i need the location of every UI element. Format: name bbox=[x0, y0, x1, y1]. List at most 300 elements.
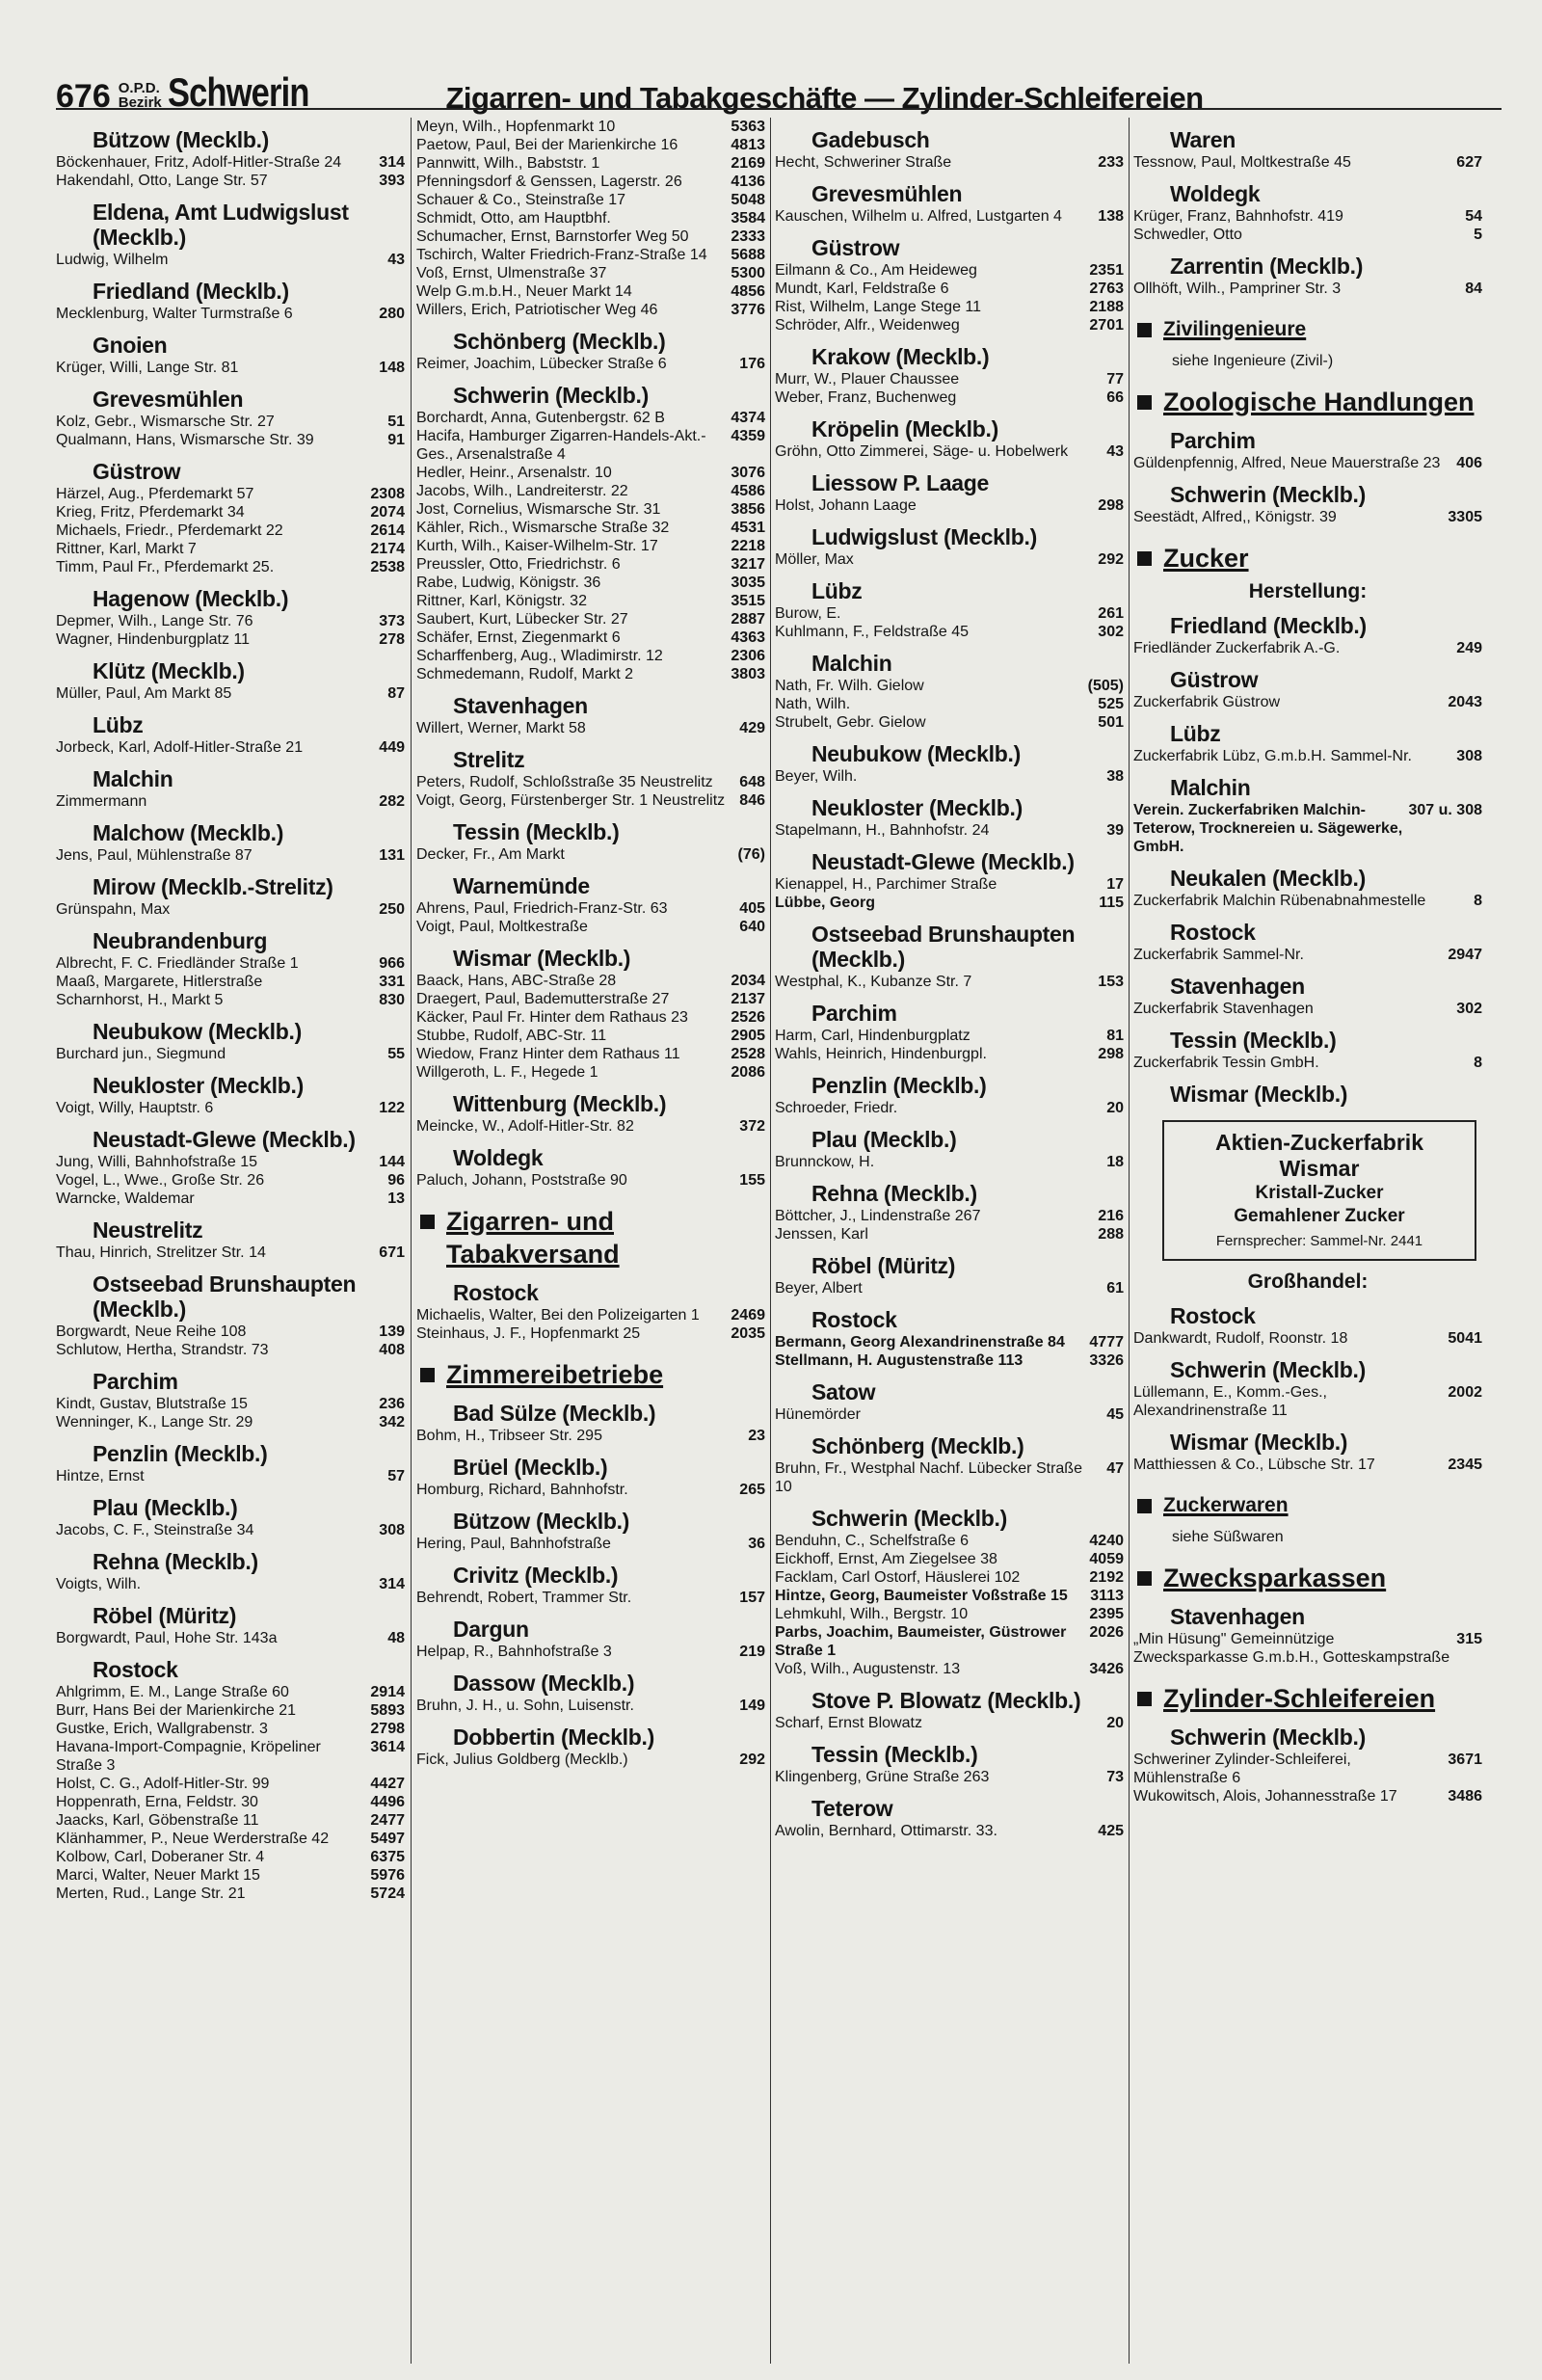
listing-entry bbox=[1133, 280, 1482, 298]
entry-name: Tschirch, Walter Friedrich-Franz-Straße 14 bbox=[416, 247, 707, 263]
entry-name: Jung, Willi, Bahnhofstraße 15 bbox=[56, 1154, 257, 1170]
phone-number: 149 bbox=[739, 1698, 765, 1714]
phone-number: 648 bbox=[739, 774, 765, 790]
listing-entry bbox=[416, 482, 765, 500]
entry-name: Rittner, Karl, Königstr. 32 bbox=[416, 593, 587, 609]
phone-number: 6375 bbox=[370, 1849, 405, 1865]
locality-heading: Malchin bbox=[811, 651, 892, 676]
entry-name: Klänhammer, P., Neue Werderstraße 42 bbox=[56, 1831, 330, 1847]
listing-entry bbox=[56, 1171, 405, 1190]
phone-number: 54 bbox=[1465, 208, 1482, 225]
listing-entry bbox=[775, 1405, 1124, 1424]
locality-heading: Schwerin (Mecklb.) bbox=[1170, 1725, 1366, 1750]
locality-heading: Gnoien bbox=[93, 333, 168, 358]
entry-name: Lehmkuhl, Wilh., Bergstr. 10 bbox=[775, 1606, 969, 1622]
entry-name: Depmer, Wilh., Lange Str. 76 bbox=[56, 613, 253, 629]
listing-entry bbox=[775, 1207, 1124, 1225]
locality-heading: Lübz bbox=[811, 578, 863, 603]
section-heading bbox=[1133, 1489, 1482, 1522]
entry-name: Gustke, Erich, Wallgrabenstr. 3 bbox=[56, 1721, 268, 1737]
phone-number: 2192 bbox=[1089, 1569, 1124, 1586]
listing-entry bbox=[56, 1885, 405, 1903]
entry-name: Harm, Carl, Hindenburgplatz bbox=[775, 1028, 970, 1044]
entry-name: Lübbe, Georg bbox=[775, 895, 875, 911]
listing-entry bbox=[416, 1045, 765, 1063]
phone-number: 5 bbox=[1474, 227, 1482, 243]
listing-entry bbox=[1133, 508, 1482, 526]
listing-entry bbox=[56, 1811, 405, 1830]
phone-number: 265 bbox=[739, 1482, 765, 1498]
phone-number: 2526 bbox=[731, 1009, 765, 1026]
listing-entry bbox=[775, 280, 1124, 298]
entry-name: Schwedler, Otto bbox=[1133, 227, 1242, 243]
column-divider bbox=[1129, 118, 1130, 2364]
phone-number: 2395 bbox=[1089, 1606, 1124, 1622]
entry-name: Willert, Werner, Markt 58 bbox=[416, 720, 586, 736]
listing-entry bbox=[56, 1683, 405, 1701]
phone-number: 4059 bbox=[1089, 1551, 1124, 1567]
phone-number: 48 bbox=[387, 1630, 405, 1646]
phone-number: 2477 bbox=[370, 1812, 405, 1829]
locality-heading: Satow bbox=[811, 1379, 876, 1404]
phone-number: 155 bbox=[739, 1172, 765, 1189]
entry-name: Kindt, Gustav, Blutstraße 15 bbox=[56, 1396, 248, 1412]
entry-name: Zimmermann bbox=[56, 793, 147, 810]
phone-number: 3326 bbox=[1089, 1352, 1124, 1369]
phone-number: 3856 bbox=[731, 501, 765, 518]
entry-name: Mecklenburg, Walter Turmstraße 6 bbox=[56, 306, 293, 322]
entry-name: Scharnhorst, H., Markt 5 bbox=[56, 992, 224, 1008]
column-3 bbox=[775, 118, 1124, 2364]
locality-heading: Neubukow (Mecklb.) bbox=[811, 741, 1021, 766]
entry-name: Decker, Fr., Am Markt bbox=[416, 846, 565, 863]
listing-entry bbox=[775, 1279, 1124, 1297]
locality-heading: Mirow (Mecklb.-Strelitz) bbox=[93, 874, 333, 899]
phone-number: 640 bbox=[739, 919, 765, 935]
phone-number: 57 bbox=[387, 1468, 405, 1484]
entry-name: Kienappel, H., Parchimer Straße bbox=[775, 876, 997, 893]
section-title: Zwecksparkassen bbox=[1163, 1564, 1387, 1592]
listing-entry bbox=[56, 172, 405, 190]
listing-entry bbox=[56, 153, 405, 172]
entry-name: Strubelt, Gebr. Gielow bbox=[775, 714, 926, 731]
listing-entry bbox=[1133, 1787, 1482, 1805]
entry-name: Güldenpfennig, Alfred, Neue Mauerstraße 23 bbox=[1133, 455, 1441, 471]
listing-entry bbox=[416, 427, 765, 464]
locality-heading: Dargun bbox=[453, 1617, 529, 1642]
locality-heading: Wismar (Mecklb.) bbox=[1170, 1082, 1348, 1107]
listing-entry bbox=[775, 261, 1124, 280]
phone-number: 5300 bbox=[731, 265, 765, 281]
phone-number: 671 bbox=[379, 1244, 405, 1261]
listing-entry bbox=[775, 1045, 1124, 1063]
entry-name: Matthiessen & Co., Lübsche Str. 17 bbox=[1133, 1457, 1375, 1473]
phone-number: 5497 bbox=[370, 1831, 405, 1847]
phone-number: 302 bbox=[1098, 624, 1124, 640]
phone-number: 38 bbox=[1106, 768, 1124, 785]
phone-number: 3035 bbox=[731, 575, 765, 591]
listing-entry bbox=[416, 301, 765, 319]
phone-number: 2188 bbox=[1089, 299, 1124, 315]
phone-number: 292 bbox=[1098, 551, 1124, 568]
phone-number: 87 bbox=[387, 685, 405, 702]
locality-heading: Schwerin (Mecklb.) bbox=[811, 1506, 1007, 1531]
locality-heading: Grevesmühlen bbox=[93, 387, 244, 412]
entry-name: Schumacher, Ernst, Barnstorfer Weg 50 bbox=[416, 228, 689, 245]
entry-name: Jens, Paul, Mühlenstraße 87 bbox=[56, 847, 253, 864]
listing-entry bbox=[1133, 1054, 1482, 1072]
entry-name: Wukowitsch, Alois, Johannesstraße 17 bbox=[1133, 1788, 1397, 1805]
phone-number: 302 bbox=[1456, 1001, 1482, 1017]
listing-entry bbox=[1133, 1000, 1482, 1018]
locality-heading: Schönberg (Mecklb.) bbox=[453, 329, 666, 354]
entry-name: Awolin, Bernhard, Ottimarstr. 33. bbox=[775, 1823, 997, 1839]
listing-entry bbox=[56, 413, 405, 431]
listing-entry bbox=[775, 1459, 1124, 1496]
listing-entry bbox=[416, 1063, 765, 1082]
locality-heading: Neukloster (Mecklb.) bbox=[811, 795, 1023, 820]
phone-number: 66 bbox=[1106, 389, 1124, 406]
listing-entry bbox=[1133, 1751, 1482, 1787]
locality-heading: Tessin (Mecklb.) bbox=[453, 819, 620, 844]
phone-number: 2538 bbox=[370, 559, 405, 575]
phone-number: 236 bbox=[379, 1396, 405, 1412]
listing-entry bbox=[416, 628, 765, 647]
listing-entry bbox=[775, 1714, 1124, 1732]
phone-number: 144 bbox=[379, 1154, 405, 1170]
entry-name: Voigt, Paul, Moltkestraße bbox=[416, 919, 588, 935]
listing-entry bbox=[416, 264, 765, 282]
phone-number: 3515 bbox=[731, 593, 765, 609]
listing-entry bbox=[416, 173, 765, 191]
phone-number: 405 bbox=[739, 900, 765, 917]
locality-heading: Parchim bbox=[93, 1369, 178, 1394]
listing-entry bbox=[1133, 1630, 1482, 1667]
phone-number: 131 bbox=[379, 847, 405, 864]
listing-entry bbox=[1133, 226, 1482, 244]
page-number: 676 bbox=[56, 78, 111, 115]
phone-number: 17 bbox=[1106, 876, 1124, 893]
locality-heading: Bützow (Mecklb.) bbox=[453, 1509, 630, 1534]
entry-name: Timm, Paul Fr., Pferdemarkt 25. bbox=[56, 559, 275, 575]
phone-number: 8 bbox=[1474, 1055, 1482, 1071]
entry-name: Wahls, Heinrich, Hindenburgpl. bbox=[775, 1046, 987, 1062]
phone-number: 51 bbox=[387, 414, 405, 430]
locality-heading: Waren bbox=[1170, 127, 1236, 152]
listing-entry bbox=[1133, 1329, 1482, 1348]
entry-name: Wenninger, K., Lange Str. 29 bbox=[56, 1414, 253, 1431]
listing-entry bbox=[56, 485, 405, 503]
phone-number: 288 bbox=[1098, 1226, 1124, 1243]
listing-entry bbox=[56, 431, 405, 449]
locality-heading: Neustrelitz bbox=[93, 1217, 203, 1243]
phone-number: 3776 bbox=[731, 302, 765, 318]
phone-number: 233 bbox=[1098, 154, 1124, 171]
page-header bbox=[56, 56, 1502, 116]
column-1 bbox=[56, 118, 405, 2364]
phone-number: 3803 bbox=[731, 666, 765, 682]
entry-name: Fick, Julius Goldberg (Mecklb.) bbox=[416, 1752, 628, 1768]
locality-heading: Schwerin (Mecklb.) bbox=[1170, 482, 1366, 507]
listing-entry bbox=[56, 1848, 405, 1866]
phone-number: 280 bbox=[379, 306, 405, 322]
entry-name: Kähler, Rich., Wismarsche Straße 32 bbox=[416, 520, 670, 536]
listing-entry bbox=[56, 251, 405, 269]
locality-heading: Neukalen (Mecklb.) bbox=[1170, 866, 1366, 891]
phone-number: 4586 bbox=[731, 483, 765, 499]
phone-number: 153 bbox=[1098, 974, 1124, 990]
listing-entry bbox=[416, 773, 765, 791]
entry-name: Jacobs, Wilh., Landreiterstr. 22 bbox=[416, 483, 628, 499]
entry-name: Borchardt, Anna, Gutenbergstr. 62 B bbox=[416, 410, 665, 426]
entry-name: Holst, C. G., Adolf-Hitler-Str. 99 bbox=[56, 1776, 270, 1792]
listing-entry bbox=[56, 1866, 405, 1885]
phone-number: 2218 bbox=[731, 538, 765, 554]
phone-number: 20 bbox=[1106, 1715, 1124, 1731]
phone-number: 4240 bbox=[1089, 1533, 1124, 1549]
entry-name: Böttcher, J., Lindenstraße 267 bbox=[775, 1208, 981, 1224]
phone-number: 5893 bbox=[370, 1702, 405, 1719]
listing-entry bbox=[775, 713, 1124, 732]
listing-entry bbox=[416, 899, 765, 918]
entry-name: Kuhlmann, F., Feldstraße 45 bbox=[775, 624, 969, 640]
listing-entry bbox=[56, 521, 405, 540]
phone-number: 2043 bbox=[1448, 694, 1482, 710]
listing-entry bbox=[56, 305, 405, 323]
locality-heading: Neubrandenburg bbox=[93, 928, 268, 953]
phone-number: 2002 bbox=[1448, 1384, 1482, 1401]
phone-number: 393 bbox=[379, 173, 405, 189]
listing-entry bbox=[56, 1830, 405, 1848]
phone-number: 2351 bbox=[1089, 262, 1124, 279]
phone-number: 314 bbox=[379, 154, 405, 171]
phone-number: 91 bbox=[387, 432, 405, 448]
phone-number: 373 bbox=[379, 613, 405, 629]
phone-number: (505) bbox=[1087, 678, 1124, 694]
entry-name: Borgwardt, Neue Reihe 108 bbox=[56, 1324, 247, 1340]
locality-heading: Lübz bbox=[1170, 721, 1221, 746]
entry-name: Jaacks, Karl, Göbenstraße 11 bbox=[56, 1812, 259, 1829]
locality-heading: Woldegk bbox=[453, 1145, 544, 1170]
listing-entry bbox=[775, 316, 1124, 334]
phone-number: 501 bbox=[1098, 714, 1124, 731]
entry-name: Kolz, Gebr., Wismarsche Str. 27 bbox=[56, 414, 275, 430]
opd-abbrev: O.P.D. bbox=[118, 80, 160, 96]
phone-number: 43 bbox=[1106, 443, 1124, 460]
locality-heading: Warnemünde bbox=[453, 873, 590, 898]
locality-heading: Güstrow bbox=[93, 459, 181, 484]
locality-heading: Dobbertin (Mecklb.) bbox=[453, 1725, 654, 1750]
listing-entry bbox=[775, 298, 1124, 316]
phone-number: 331 bbox=[379, 974, 405, 990]
phone-number: 2763 bbox=[1089, 281, 1124, 297]
square-bullet-icon bbox=[420, 1368, 435, 1382]
subsection-heading: Herstellung: bbox=[1248, 580, 1368, 602]
locality-heading: Neustadt-Glewe (Mecklb.) bbox=[93, 1127, 356, 1152]
listing-entry bbox=[416, 1643, 765, 1661]
listing-entry bbox=[56, 1413, 405, 1431]
locality-heading: Neubukow (Mecklb.) bbox=[93, 1019, 302, 1044]
listing-entry bbox=[416, 972, 765, 990]
locality-heading: Klütz (Mecklb.) bbox=[93, 658, 245, 683]
entry-name: Schmidt, Otto, am Hauptbhf. bbox=[416, 210, 611, 227]
entry-name: Warncke, Waldemar bbox=[56, 1190, 195, 1207]
phone-number: 315 bbox=[1456, 1631, 1482, 1647]
entry-name: Voigts, Wilh. bbox=[56, 1576, 142, 1592]
locality-heading: Strelitz bbox=[453, 747, 525, 772]
locality-heading: Stavenhagen bbox=[453, 693, 588, 718]
entry-name: Voß, Ernst, Ulmenstraße 37 bbox=[416, 265, 607, 281]
square-bullet-icon bbox=[1137, 323, 1152, 337]
listing-entry bbox=[416, 246, 765, 264]
locality-heading: Rehna (Mecklb.) bbox=[93, 1549, 258, 1574]
locality-heading: Dassow (Mecklb.) bbox=[453, 1671, 635, 1696]
phone-number: 449 bbox=[379, 739, 405, 756]
phone-number: 2137 bbox=[731, 991, 765, 1007]
listing-entry bbox=[416, 610, 765, 628]
listing-entry bbox=[416, 990, 765, 1008]
phone-number: 4136 bbox=[731, 174, 765, 190]
listing-entry bbox=[1133, 747, 1482, 765]
column-4 bbox=[1133, 118, 1482, 2364]
listing-entry bbox=[1133, 207, 1482, 226]
listing-entry bbox=[416, 537, 765, 555]
phone-number: 4531 bbox=[731, 520, 765, 536]
listing-entry bbox=[775, 1587, 1124, 1605]
locality-heading: Tessin (Mecklb.) bbox=[811, 1742, 978, 1767]
entry-name: Holst, Johann Laage bbox=[775, 497, 917, 514]
listing-entry bbox=[775, 1351, 1124, 1370]
listing-entry bbox=[56, 1521, 405, 1539]
entry-name: Voß, Wilh., Augustenstr. 13 bbox=[775, 1661, 961, 1677]
phone-number: 308 bbox=[379, 1522, 405, 1538]
ad-phone: Fernsprecher: Sammel-Nr. 2441 bbox=[1215, 1233, 1423, 1249]
phone-number: 148 bbox=[379, 360, 405, 376]
phone-number: 5363 bbox=[731, 119, 765, 135]
entry-name: Kauschen, Wilhelm u. Alfred, Lustgarten 4 bbox=[775, 208, 1062, 225]
listing-entry bbox=[56, 991, 405, 1009]
locality-heading: Parchim bbox=[1170, 428, 1256, 453]
entry-name: Burchard jun., Siegmund bbox=[56, 1046, 226, 1062]
phone-number: 2306 bbox=[731, 648, 765, 664]
listing-entry bbox=[416, 1697, 765, 1715]
listing-entry bbox=[1133, 153, 1482, 172]
phone-number: 2345 bbox=[1448, 1457, 1482, 1473]
phone-number: 55 bbox=[387, 1046, 405, 1062]
phone-number: 3584 bbox=[731, 210, 765, 227]
entry-name: Bruhn, J. H., u. Sohn, Luisenstr. bbox=[416, 1698, 634, 1714]
phone-number: 2174 bbox=[370, 541, 405, 557]
phone-number: 5688 bbox=[731, 247, 765, 263]
locality-heading: Malchin bbox=[93, 766, 173, 791]
phone-number: 308 bbox=[1456, 748, 1482, 764]
cross-reference: siehe Süßwaren bbox=[1172, 1529, 1284, 1545]
listing-entry bbox=[416, 1324, 765, 1343]
entry-name: Hedler, Heinr., Arsenalstr. 10 bbox=[416, 465, 612, 481]
entry-name: Qualmann, Hans, Wismarsche Str. 39 bbox=[56, 432, 314, 448]
listing-entry bbox=[416, 719, 765, 737]
phone-number: 3113 bbox=[1090, 1588, 1124, 1604]
phone-number: 429 bbox=[739, 720, 765, 736]
locality-heading: Liessow P. Laage bbox=[811, 470, 989, 495]
locality-heading: Stavenhagen bbox=[1170, 974, 1305, 999]
locality-heading: Grevesmühlen bbox=[811, 181, 963, 206]
entry-name: Verein. Zuckerfabriken Malchin-Teterow, Trocknereien u. Sägewerke, GmbH. bbox=[1133, 802, 1403, 855]
entry-name: Käcker, Paul Fr. Hinter dem Rathaus 23 bbox=[416, 1009, 688, 1026]
listing-entry bbox=[56, 973, 405, 991]
phone-number: 3217 bbox=[731, 556, 765, 573]
entry-name: Schäfer, Ernst, Ziegenmarkt 6 bbox=[416, 629, 621, 646]
entry-name: Vogel, L., Wwe., Große Str. 26 bbox=[56, 1172, 265, 1189]
listing-entry bbox=[416, 209, 765, 227]
listing-entry bbox=[56, 1575, 405, 1593]
phone-number: 81 bbox=[1106, 1028, 1124, 1044]
listing-entry bbox=[416, 918, 765, 936]
listing-entry bbox=[56, 540, 405, 558]
phone-number: 2034 bbox=[731, 973, 765, 989]
entry-name: Scharf, Ernst Blowatz bbox=[775, 1715, 922, 1731]
phone-number: 2169 bbox=[731, 155, 765, 172]
section-title: Zylinder-Schleifereien bbox=[1163, 1684, 1436, 1713]
ad-product: Gemahlener Zucker bbox=[1234, 1206, 1405, 1226]
locality-heading: Friedland (Mecklb.) bbox=[93, 279, 289, 304]
locality-heading: Bad Sülze (Mecklb.) bbox=[453, 1401, 656, 1426]
listing-entry bbox=[775, 894, 1124, 912]
listing-entry bbox=[775, 875, 1124, 894]
locality-heading: Malchow (Mecklb.) bbox=[93, 820, 284, 845]
listing-entry bbox=[775, 442, 1124, 461]
phone-number: 282 bbox=[379, 793, 405, 810]
phone-number: 84 bbox=[1465, 281, 1482, 297]
listing-entry bbox=[416, 227, 765, 246]
phone-number: 2528 bbox=[731, 1046, 765, 1062]
listing-entry bbox=[775, 1532, 1124, 1550]
entry-name: Schlutow, Hertha, Strandstr. 73 bbox=[56, 1342, 269, 1358]
entry-name: Benduhn, C., Schelfstraße 6 bbox=[775, 1533, 969, 1549]
phone-number: 4427 bbox=[370, 1776, 405, 1792]
entry-name: Meincke, W., Adolf-Hitler-Str. 82 bbox=[416, 1118, 634, 1135]
ad-product: Kristall-Zucker bbox=[1255, 1183, 1384, 1203]
listing-entry bbox=[416, 136, 765, 154]
entry-name: Michaelis, Walter, Bei den Polizeigarten 1 bbox=[416, 1307, 700, 1324]
column-divider bbox=[411, 118, 412, 2364]
column-divider bbox=[770, 118, 771, 2364]
phone-number: 176 bbox=[739, 356, 765, 372]
phone-number: 2035 bbox=[731, 1325, 765, 1342]
locality-heading: Tessin (Mecklb.) bbox=[1170, 1028, 1337, 1053]
entry-name: Böckenhauer, Fritz, Adolf-Hitler-Straße 24 bbox=[56, 154, 342, 171]
phone-number: 13 bbox=[387, 1190, 405, 1207]
locality-heading: Rostock bbox=[1170, 920, 1256, 945]
square-bullet-icon bbox=[1137, 1499, 1152, 1513]
subsection-heading: Großhandel: bbox=[1247, 1270, 1369, 1293]
entry-name: Meyn, Wilh., Hopfenmarkt 10 bbox=[416, 119, 616, 135]
entry-name: Murr, W., Plauer Chaussee bbox=[775, 371, 960, 388]
locality-heading: Lübz bbox=[93, 712, 144, 737]
entry-name: Lüllemann, E., Komm.-Ges., Alexandrinenstraße 11 bbox=[1133, 1384, 1327, 1419]
locality-heading: Parchim bbox=[811, 1001, 897, 1026]
locality-heading: Schwerin (Mecklb.) bbox=[1170, 1357, 1366, 1382]
listing-entry bbox=[1133, 892, 1482, 910]
phone-number: 2308 bbox=[370, 486, 405, 502]
phone-number: 298 bbox=[1098, 497, 1124, 514]
opd-label bbox=[119, 81, 162, 116]
entry-name: Maaß, Margarete, Hitlerstraße bbox=[56, 974, 263, 990]
section-heading bbox=[1133, 542, 1482, 575]
locality-heading: Stavenhagen bbox=[1170, 1604, 1305, 1629]
square-bullet-icon bbox=[420, 1215, 435, 1229]
entry-name: Michaels, Friedr., Pferdemarkt 22 bbox=[56, 522, 283, 539]
